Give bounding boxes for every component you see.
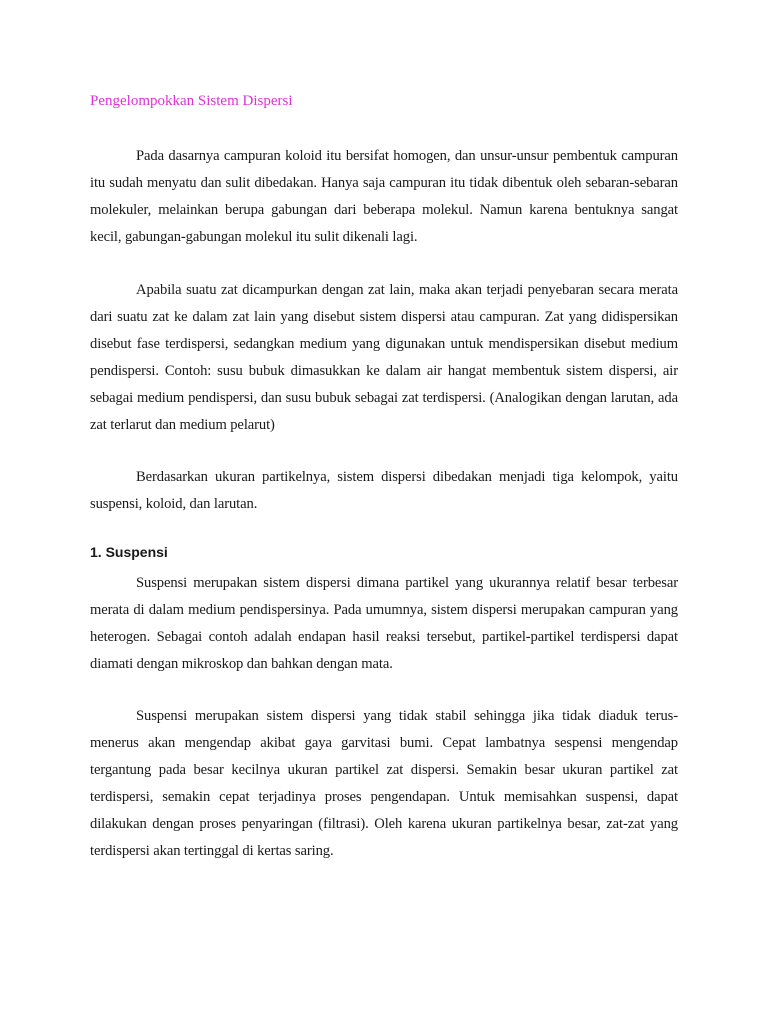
suspensi-paragraph-1: Suspensi merupakan sistem dispersi dimana partikel yang ukurannya relatif besar terbesar merata di dalam medium pendispersinya. Pada umumnya, sistem dispersi merupakan campuran yang heterogen. Sebagai contoh adalah endapan hasil reaksi tersebut, partikel-partikel terdispersi dapat diamati dengan mikroskop dan bahkan dengan mata. xyxy=(90,575,678,672)
intro-paragraph-1: Pada dasarnya campuran koloid itu bersifat homogen, dan unsur-unsur pembentuk campuran itu sudah menyatu dan sulit dibedakan. Hanya saja campuran itu tidak dibentuk oleh sebaran-sebaran molekuler, melainkan berupa gabungan dari beberapa molekul. Namun karena bentuknya sangat kecil, gabungan-gabungan molekul itu sulit dikenali lagi. xyxy=(90,148,678,245)
document-title: Pengelompokkan Sistem Dispersi xyxy=(90,93,293,109)
section-heading-suspensi: 1. Suspensi xyxy=(90,544,168,560)
intro-paragraph-3: Berdasarkan ukuran partikelnya, sistem dispersi dibedakan menjadi tiga kelompok, yaitu suspensi, koloid, dan larutan. xyxy=(90,469,678,512)
suspensi-paragraph-2: Suspensi merupakan sistem dispersi yang tidak stabil sehingga jika tidak diaduk terus-menerus akan mengendap akibat gaya garvitasi bumi. Cepat lambatnya sespensi mengendap tergantung pada besar kecilnya ukuran partikel zat dispersi. Semakin besar ukuran partikel zat terdispersi, semakin cepat terjadinya proses pengendapan. Untuk memisahkan suspensi, dapat dilakukan dengan proses penyaringan (filtrasi). Oleh karena ukuran partikelnya besar, zat-zat yang terdispersi akan tertinggal di kertas saring. xyxy=(90,708,678,859)
intro-paragraph-2: Apabila suatu zat dicampurkan dengan zat lain, maka akan terjadi penyebaran secara merata dari suatu zat ke dalam zat lain yang disebut sistem dispersi atau campuran. Zat yang didispersikan disebut fase terdispersi, sedangkan medium yang digunakan untuk mendispersikan disebut medium pendispersi. Contoh: susu bubuk dimasukkan ke dalam air hangat membentuk sistem dispersi, air sebagai medium pendispersi, dan susu bubuk sebagai zat terdispersi. (Analogikan dengan larutan, ada zat terlarut dan medium pelarut) xyxy=(90,282,678,433)
